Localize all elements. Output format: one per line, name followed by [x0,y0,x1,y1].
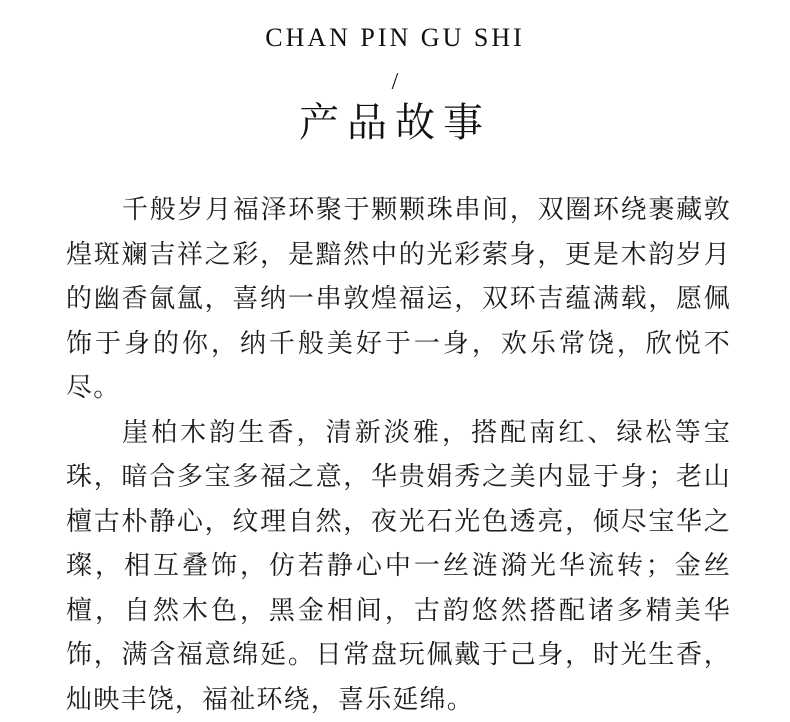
story-content [66,188,731,722]
title-separator: / [0,68,790,96]
story-paragraph-2: 崖柏木韵生香，清新淡雅，搭配南红、绿松等宝珠，暗合多宝多福之意，华贵娟秀之美内显于身；老山檀古朴静心，纹理自然，夜光石光色透亮，倾尽宝华之璨，相互叠饰，仿若静心中一丝涟漪光华流转；金丝檀，自然木色，黑金相间，古韵悠然搭配诸多精美华饰，满含福意绵延。日常盘玩佩戴于己身，时光生香，灿映丰饶，福祉环绕，喜乐延绵。 [66,411,731,722]
page-title: 产品故事 [0,97,790,149]
story-paragraph-1: 千般岁月福泽环聚于颗颗珠串间，双圈环绕裹藏敦煌斑斓吉祥之彩，是黯然中的光彩萦身，更是木韵岁月的幽香氤氲，喜纳一串敦煌福运，双环吉蕴满载，愿佩饰于身的你，纳千般美好于一身，欢乐常饶，欣悦不尽。 [66,188,731,411]
pinyin-subtitle: CHAN PIN GU SHI [0,22,790,54]
